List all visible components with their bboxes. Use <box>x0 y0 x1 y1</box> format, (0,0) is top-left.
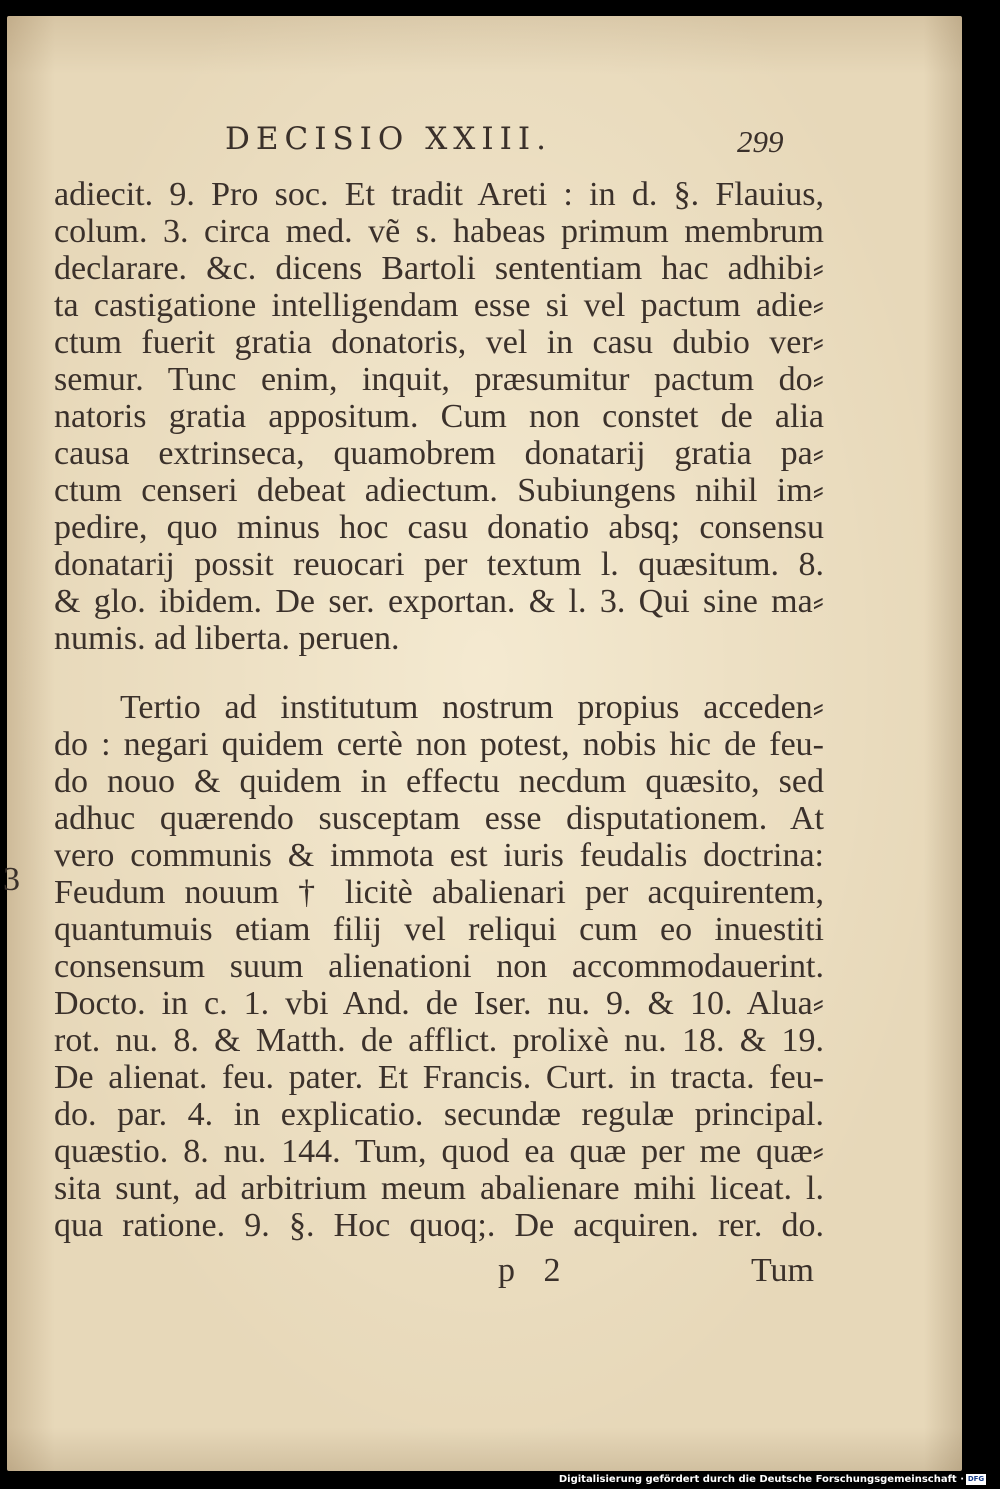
catchword: Tum <box>750 1252 814 1289</box>
text-line: do. par. 4. in explicatio. secundæ regulæ principal. <box>54 1096 824 1133</box>
text-line: quæstio. 8. nu. 144. Tum, quod ea quæ per me quæ⸗ <box>54 1133 824 1170</box>
text-line: rot. nu. 8. & Matth. de afflict. prolixè nu. 18. & 19. <box>54 1022 824 1059</box>
text-line: consensum suum alienationi non accommodauerint. <box>54 948 824 985</box>
margin-note-number: 3 <box>3 861 20 898</box>
text-line: vero communis & immota est iuris feudalis doctrina: <box>54 837 824 874</box>
dfg-logo: DFG <box>967 1475 985 1483</box>
text-line: De alienat. feu. pater. Et Francis. Curt. in tracta. feu- <box>54 1059 824 1096</box>
text-line: qua ratione. 9. §. Hoc quoq;. De acquiren. rer. do. <box>54 1207 824 1244</box>
text-line: declarare. &c. dicens Bartoli sententiam hac adhibi⸗ <box>54 250 824 287</box>
text-line: & glo. ibidem. De ser. exportan. & l. 3. Qui sine ma⸗ <box>54 583 824 620</box>
paragraph-1 <box>54 176 824 657</box>
text-line: natoris gratia appositum. Cum non constet de alia <box>54 398 824 435</box>
text-line: do : negari quidem certè non potest, nobis hic de feu- <box>54 726 824 763</box>
text-line: adiecit. 9. Pro soc. Et tradit Areti : in d. §. Flauius, <box>54 176 824 213</box>
text-line: semur. Tunc enim, inquit, præsumitur pactum do⸗ <box>54 361 824 398</box>
running-head: DECISIO XXIII. <box>225 121 552 157</box>
text-line: numis. ad liberta. peruen. <box>54 620 400 657</box>
digitization-credit: Digitalisierung gefördert durch die Deutsche Forschungsgemeinschaft · <box>558 1474 964 1485</box>
text-line: ta castigatione intelligendam esse si vel pactum adie⸗ <box>54 287 824 324</box>
text-line: causa extrinseca, quamobrem donatarij gratia pa⸗ <box>54 435 824 472</box>
page-footer <box>54 1252 824 1289</box>
text-line: ctum fuerit gratia donatoris, vel in casu dubio ver⸗ <box>54 324 824 361</box>
paragraph-2 <box>54 689 824 1244</box>
text-line: do nouo & quidem in effectu necdum quæsito, sed <box>54 763 824 800</box>
text-line: Docto. in c. 1. vbi And. de Iser. nu. 9. & 10. Alua⸗ <box>54 985 824 1022</box>
text-line: ctum censeri debeat adiectum. Subiungens nihil im⸗ <box>54 472 824 509</box>
text-line: quantumuis etiam filij vel reliqui cum eo inuestiti <box>54 911 824 948</box>
text-line: colum. 3. circa med. vẽ s. habeas primum membrum <box>54 213 824 250</box>
text-line: Tertio ad institutum nostrum propius acceden⸗ <box>120 689 824 726</box>
text-line: sita sunt, ad arbitrium meum abalienare mihi liceat. l. <box>54 1170 824 1207</box>
text-line: pedire, quo minus hoc casu donatio absq; consensu <box>54 509 824 546</box>
page-number: 299 <box>737 124 784 159</box>
book-page <box>7 16 962 1471</box>
text-line: Feudum nouum † licitè abalienari per acquirentem, <box>54 874 824 911</box>
text-line: adhuc quærendo susceptam esse disputationem. At <box>54 800 824 837</box>
signature-mark: p 2 <box>498 1252 571 1289</box>
text-line: donatarij possit reuocari per textum l. quæsitum. 8. <box>54 546 824 583</box>
